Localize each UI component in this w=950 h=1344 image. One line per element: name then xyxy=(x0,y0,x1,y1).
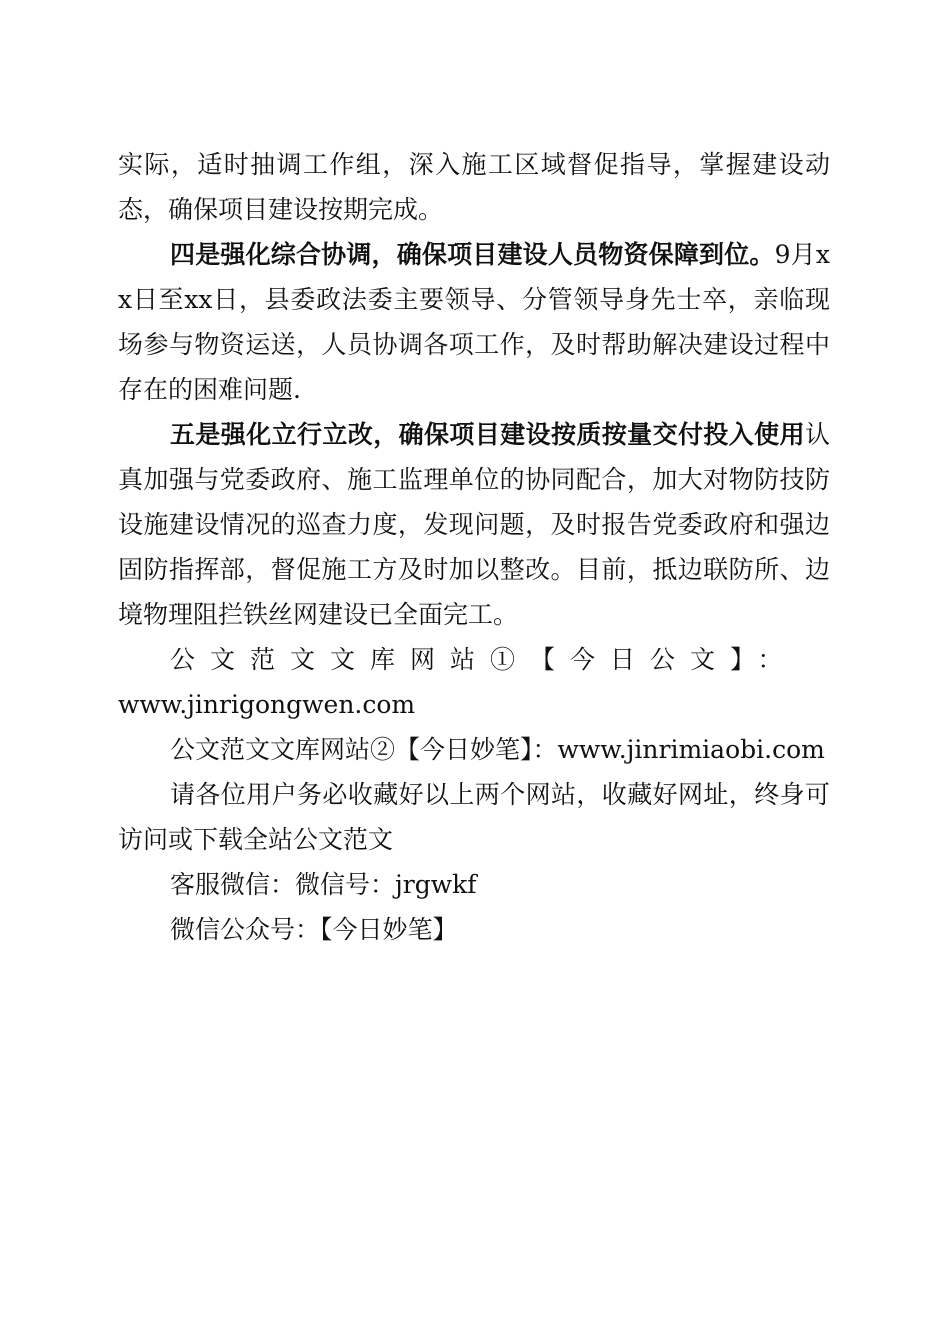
notice-paragraph xyxy=(118,772,830,862)
site-one-url[interactable]: www.jinrigongwen.com xyxy=(118,690,416,719)
paragraph-text: 9月xx日至xx日，县委政法委主要领导、分管领导身先士卒，亲临现场参与物资运送，人员协调各项工作，及时帮助解决建设过程中存在的困难问题. xyxy=(118,240,830,404)
paragraph-point-four xyxy=(118,232,830,412)
paragraph-text: 认真加强与党委政府、施工监理单位的协同配合，加大对物防技防设施建设情况的巡查力度，发现问题，及时报告党委政府和强边固防指挥部，督促施工方及时加以整改。目前，抵边联防所、边境物理阻拦铁丝网建设已全面完工。 xyxy=(118,420,830,629)
wechat-service-text: 客服微信：微信号：jrgwkf xyxy=(170,870,477,899)
paragraph-lead: 五是强化立行立改，确保项目建设按质按量交付投入使用 xyxy=(170,420,805,449)
site-one-label: 公文范文文库网站①【今日公文】： xyxy=(170,645,798,674)
paragraph-lead: 四是强化综合协调，确保项目建设人员物资保障到位。 xyxy=(170,240,775,269)
site-one-line xyxy=(118,637,830,727)
paragraph-point-five xyxy=(118,412,830,637)
paragraph-text: 实际，适时抽调工作组，深入施工区域督促指导，掌握建设动态，确保项目建设按期完成。 xyxy=(118,150,830,224)
site-two-line xyxy=(118,727,830,772)
wechat-account-text: 微信公众号：【今日妙笔】 xyxy=(170,915,458,944)
paragraph-continuation xyxy=(118,142,830,232)
document-body xyxy=(118,142,830,952)
notice-text: 请各位用户务必收藏好以上两个网站，收藏好网址，终身可访问或下载全站公文范文 xyxy=(118,780,830,854)
site-two-text[interactable]: 公文范文文库网站②【今日妙笔】：www.jinrimiaobi.com xyxy=(170,735,825,764)
wechat-service-line xyxy=(118,862,830,907)
wechat-account-line xyxy=(118,907,830,952)
